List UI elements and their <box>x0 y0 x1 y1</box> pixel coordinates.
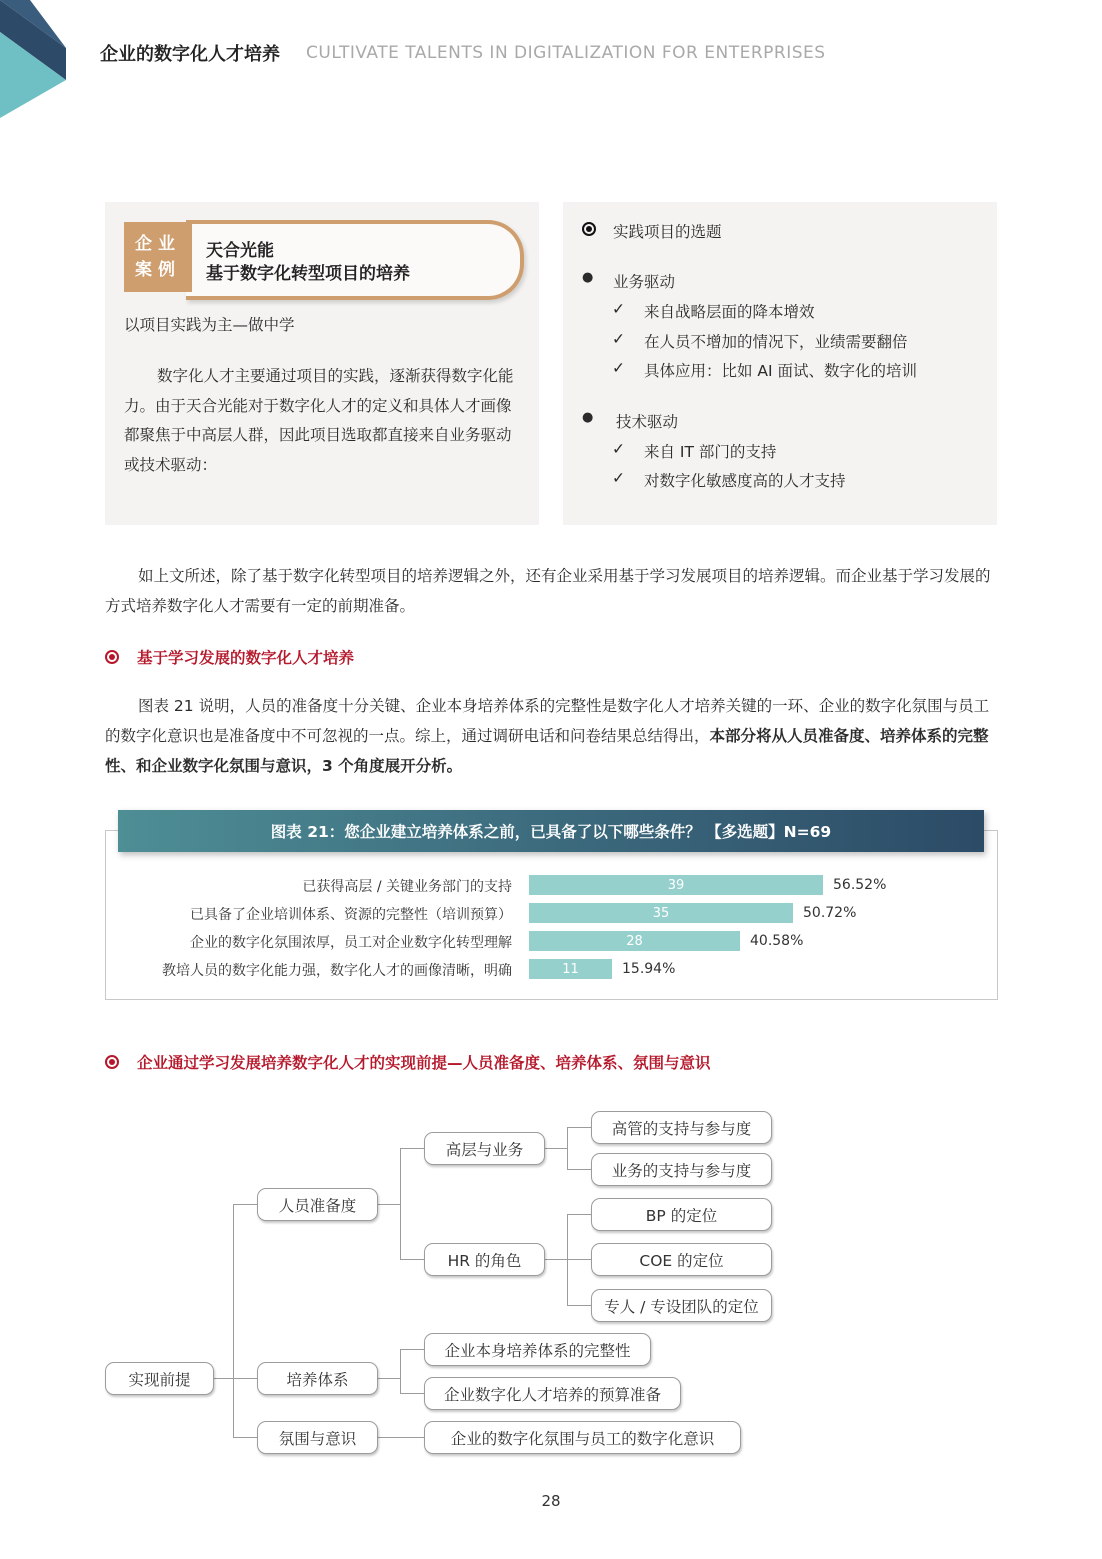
tree-leaf: BP 的定位 <box>591 1198 772 1231</box>
chart-category-label: 已具备了企业培训体系、资源的完整性（培训预算） <box>190 907 512 923</box>
bullet-dot-icon: ● <box>582 270 594 285</box>
check-icon: ✓ <box>612 469 625 487</box>
section-bullet-icon <box>105 650 119 664</box>
check-icon: ✓ <box>612 300 625 318</box>
business-item: 来自战略层面的降本增效 <box>644 303 815 321</box>
section-heading-2-text: 企业通过学习发展培养数字化人才的实现前提—人员准备度、培养体系、氛围与意识 <box>137 1054 711 1072</box>
case-paragraph <box>124 362 522 480</box>
header-title: 企业的数字化人才培养 <box>100 44 280 65</box>
tree-node-personnel: 人员准备度 <box>257 1188 378 1221</box>
business-item: 具体应用：比如 AI 面试、数字化的培训 <box>644 362 918 380</box>
bullet-dot-icon: ● <box>582 410 594 425</box>
chart-bar: 28 <box>529 931 740 951</box>
chart-category-label: 企业的数字化氛围浓厚，员工对企业数字化转型理解 <box>190 935 512 951</box>
tech-item: 来自 IT 部门的支持 <box>644 443 777 461</box>
page-number: 28 <box>541 1492 561 1510</box>
chart-bar: 35 <box>529 903 793 923</box>
chart-bar: 11 <box>529 959 612 979</box>
tree-node-hr-role: HR 的角色 <box>424 1243 545 1276</box>
tree-leaf: COE 的定位 <box>591 1243 772 1276</box>
section-heading-2 <box>105 1051 711 1073</box>
intro-paragraph-text: 如上文所述，除了基于数字化转型项目的培养逻辑之外，还有企业采用基于学习发展项目的培养逻辑。而企业基于学习发展的方式培养数字化人才需要有一定的前期准备。 <box>105 567 991 615</box>
section-bullet-icon <box>105 1055 119 1069</box>
chart-title: 图表 21：您企业建立培养体系之前，已具备了以下哪些条件？ 【多选题】N=69 <box>118 810 984 852</box>
chart-category-label: 教培人员的数字化能力强，数字化人才的画像清晰，明确 <box>162 963 512 979</box>
analysis-paragraph-text: 图表 21 说明，人员的准备度十分关键、企业本身培养体系的完整性是数字化人才培养关键的一环、企业的数字化氛围与员工的数字化意识也是准备度中不可忽视的一点。综上，通过调研电话和问卷结果总结得出， <box>105 697 990 745</box>
case-subtitle: 基于数字化转型项目的培养 <box>206 264 410 284</box>
case-tag-line1: 企业 <box>135 234 181 254</box>
target-bullet-icon <box>582 222 596 236</box>
chart-percent-label: 50.72% <box>803 905 857 921</box>
chart-percent-label: 40.58% <box>750 933 804 949</box>
tree-leaf: 企业本身培养体系的完整性 <box>424 1333 651 1366</box>
tree-leaf: 高管的支持与参与度 <box>591 1111 772 1144</box>
tree-node-atmosphere: 氛围与意识 <box>257 1421 378 1454</box>
group-business-title: 业务驱动 <box>613 273 676 291</box>
tree-leaf: 专人 / 专设团队的定位 <box>591 1289 772 1322</box>
chart-percent-label: 15.94% <box>622 961 676 977</box>
case-tag-line2: 案例 <box>135 260 181 280</box>
chart-bar: 39 <box>529 875 823 895</box>
case-tag <box>124 222 192 292</box>
section-heading-1-text: 基于学习发展的数字化人才培养 <box>137 649 355 667</box>
tree-node-exec-business: 高层与业务 <box>424 1132 545 1165</box>
project-heading: 实践项目的选题 <box>613 223 722 241</box>
tree-leaf: 企业的数字化氛围与员工的数字化意识 <box>424 1421 741 1454</box>
group-tech-title: 技术驱动 <box>616 413 679 431</box>
tech-item: 对数字化敏感度高的人才支持 <box>644 472 846 490</box>
analysis-paragraph <box>105 691 997 781</box>
check-icon: ✓ <box>612 359 625 377</box>
corner-logo <box>0 0 68 120</box>
case-lead: 以项目实践为主—做中学 <box>124 316 295 334</box>
tree-leaf: 企业数字化人才培养的预算准备 <box>424 1377 681 1410</box>
check-icon: ✓ <box>612 440 625 458</box>
case-paragraph-text: 数字化人才主要通过项目的实践，逐渐获得数字化能力。由于天合光能对于数字化人才的定义和具体人才画像都聚焦于中高层人群，因此项目选取都直接来自业务驱动或技术驱动： <box>124 367 514 474</box>
chart-percent-label: 56.52% <box>833 877 887 893</box>
business-item: 在人员不增加的情况下，业绩需要翻倍 <box>644 333 908 351</box>
header-subtitle-en: CULTIVATE TALENTS IN DIGITALIZATION FOR ENTERPRISES <box>306 43 826 63</box>
check-icon: ✓ <box>612 330 625 348</box>
case-company: 天合光能 <box>206 241 274 261</box>
analysis-paragraph-bold: 本部分将从人员准备度、培养体系的完整性、和企业数字化氛围与意识，3 个角度展开分析。 <box>105 727 989 775</box>
project-heading-row <box>582 220 612 239</box>
section-heading-1 <box>105 646 354 668</box>
chart-category-label: 已获得高层 / 关键业务部门的支持 <box>302 879 512 895</box>
tree-leaf: 业务的支持与参与度 <box>591 1153 772 1186</box>
tree-root: 实现前提 <box>105 1362 214 1395</box>
tree-node-system: 培养体系 <box>257 1362 378 1395</box>
intro-paragraph <box>105 561 997 621</box>
